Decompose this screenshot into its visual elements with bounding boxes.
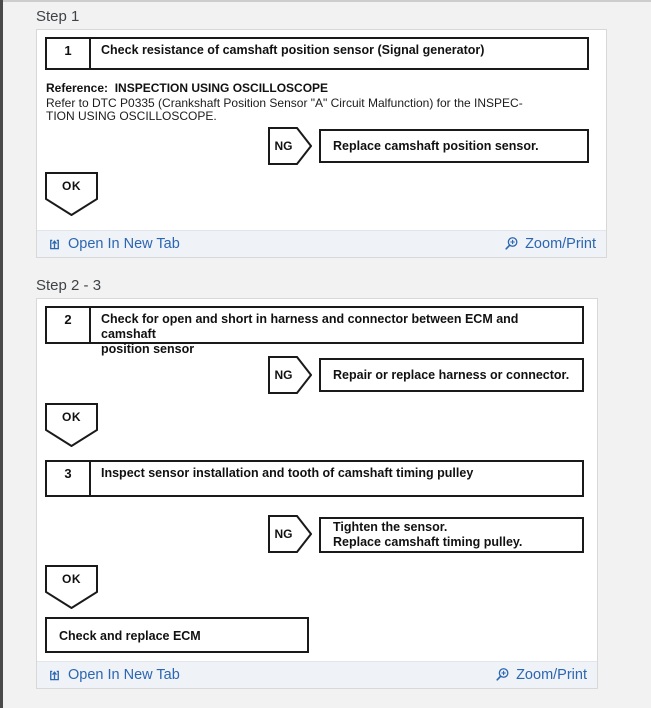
- ng-result-line-1: Tighten the sensor.: [333, 520, 448, 534]
- open-in-new-tab-icon: [47, 668, 62, 683]
- ng-connector: [268, 356, 312, 394]
- step-box-1: [45, 37, 589, 70]
- reference-line-1: Refer to DTC P0335 (Crankshaft Position Sensor "A" Circuit Malfunction) for the INSPEC-: [46, 96, 523, 110]
- step-title-line-2: position sensor: [101, 342, 195, 356]
- ok-label: OK: [62, 572, 81, 586]
- open-in-new-tab-icon: [47, 237, 62, 252]
- ng-label: NG: [274, 139, 293, 153]
- flowchart-card-step1: [36, 29, 607, 258]
- zoom-in-icon: [494, 667, 510, 683]
- ng-result-box: [319, 358, 584, 392]
- flowchart-image-step1: [37, 30, 606, 230]
- zoom-print-label: Zoom/Print: [525, 236, 596, 252]
- open-in-new-tab-link[interactable]: [47, 236, 180, 252]
- ok-label: OK: [62, 179, 81, 193]
- ok-connector: [45, 172, 98, 216]
- card-footer: [37, 661, 597, 688]
- zoom-print-link[interactable]: [494, 667, 587, 683]
- ng-label: NG: [274, 527, 293, 541]
- step-title: Check resistance of camshaft position sensor (Signal generator): [101, 43, 485, 57]
- zoom-in-icon: [503, 236, 519, 252]
- zoom-print-label: Zoom/Print: [516, 667, 587, 683]
- reference-line-2: TION USING OSCILLOSCOPE.: [46, 109, 217, 123]
- ng-label: NG: [274, 368, 293, 382]
- step-box-3: [45, 460, 584, 497]
- window-top-border: [0, 0, 651, 2]
- step-title: Inspect sensor installation and tooth of camshaft timing pulley: [101, 466, 474, 480]
- final-action-box: [45, 617, 309, 653]
- step-title: [91, 308, 582, 356]
- open-in-new-tab-label: Open In New Tab: [68, 236, 180, 252]
- ng-result-text: Repair or replace harness or connector.: [333, 367, 570, 382]
- card-footer: [37, 230, 606, 257]
- step-number: 2: [47, 308, 91, 342]
- step-title-line-1: Check for open and short in harness and connector between ECM and camshaft: [101, 312, 519, 341]
- ok-connector: [45, 403, 98, 447]
- open-in-new-tab-link[interactable]: [47, 667, 180, 683]
- ng-result-box: [319, 517, 584, 553]
- step-number: 1: [47, 39, 91, 68]
- ok-connector: [45, 565, 98, 609]
- window-left-edge: [0, 0, 3, 708]
- section-heading-step2-3: Step 2 - 3: [36, 277, 102, 294]
- ng-result-box: [319, 129, 589, 163]
- step-number: 3: [47, 462, 91, 495]
- flowchart-image-step2-3: [37, 299, 597, 661]
- open-in-new-tab-label: Open In New Tab: [68, 667, 180, 683]
- ng-connector: [268, 127, 312, 165]
- flowchart-card-step2-3: [36, 298, 598, 689]
- ng-connector: [268, 515, 312, 553]
- ng-result-text: Replace camshaft position sensor.: [333, 138, 539, 153]
- step-box-2: [45, 306, 584, 356]
- ok-label: OK: [62, 410, 81, 424]
- reference-heading: Reference: INSPECTION USING OSCILLOSCOPE: [46, 81, 329, 95]
- section-heading-step1: Step 1: [36, 8, 80, 25]
- final-action-text: Check and replace ECM: [59, 629, 201, 643]
- zoom-print-link[interactable]: [503, 236, 596, 252]
- ng-result-line-2: Replace camshaft timing pulley.: [333, 535, 523, 549]
